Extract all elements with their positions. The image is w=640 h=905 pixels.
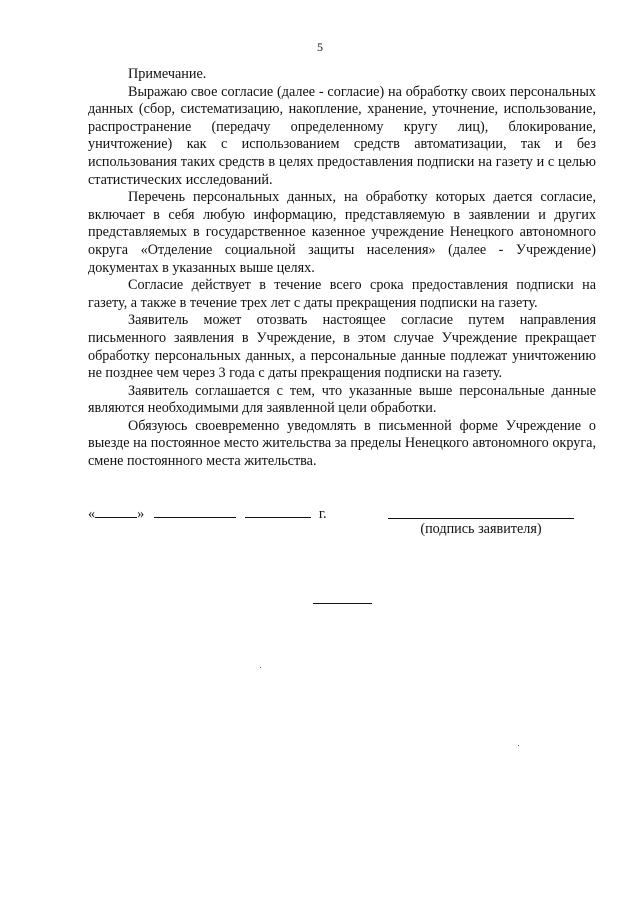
page-number: 5 — [317, 40, 323, 54]
day-blank — [95, 505, 137, 518]
signature-caption: (подпись заявителя) — [420, 521, 542, 537]
notification-paragraph: Обязуюсь своевременно уведомлять в письменной форме Учреждение о выезде на постоянное место жительства за пределы Ненецкого автономного округа, смене постоянного места жительства. — [88, 417, 596, 470]
agreement-paragraph: Заявитель соглашается с тем, что указанные выше персональные данные являются необходимыми для заявленной цели обработки. — [88, 382, 596, 417]
date-open-quote: « — [88, 506, 96, 522]
end-rule — [313, 603, 372, 604]
year-suffix: г. — [318, 506, 327, 522]
month-blank — [154, 505, 236, 518]
date-close-quote: » — [137, 506, 145, 522]
date-field — [88, 505, 327, 523]
scan-speck — [518, 745, 519, 746]
validity-paragraph: Согласие действует в течение всего срока предоставления подписки на газету, а также в течение трех лет с даты прекращения подписки на газету. — [88, 277, 596, 311]
revocation-paragraph: Заявитель может отозвать настоящее согласие путем направления письменного заявления в Учреждение, в этом случае Учреждение прекращает обработку персональных данных, а персональные данные подлежат уничтожению не позднее чем через 3 года с даты прекращения подписки на газету. — [88, 312, 596, 382]
note-heading: Примечание. — [128, 66, 207, 82]
consent-paragraph: Выражаю свое согласие (далее - согласие) на обработку своих персональных данных (сбор, систематизацию, накопление, хранение, уточнение, использование, распространение (передачу определенному кругу лиц), блокирование, уничтожение) как с использованием средств автоматизации, так и без использования таких средств в целях предоставления подписки на газету и с целью статистических исследований. — [88, 83, 596, 188]
year-blank — [245, 505, 311, 518]
signature-line — [388, 518, 574, 519]
data-list-paragraph: Перечень персональных данных, на обработку которых дается согласие, включает в себя любую информацию, представляемую в заявлении и других представляемых в государственное казенное учреждение Ненецкого автономного округа «Отделение социальной защиты населения» (далее - Учреждение) документах в указанных выше целях. — [88, 189, 596, 276]
note-body — [88, 66, 596, 471]
scan-speck — [260, 667, 261, 668]
